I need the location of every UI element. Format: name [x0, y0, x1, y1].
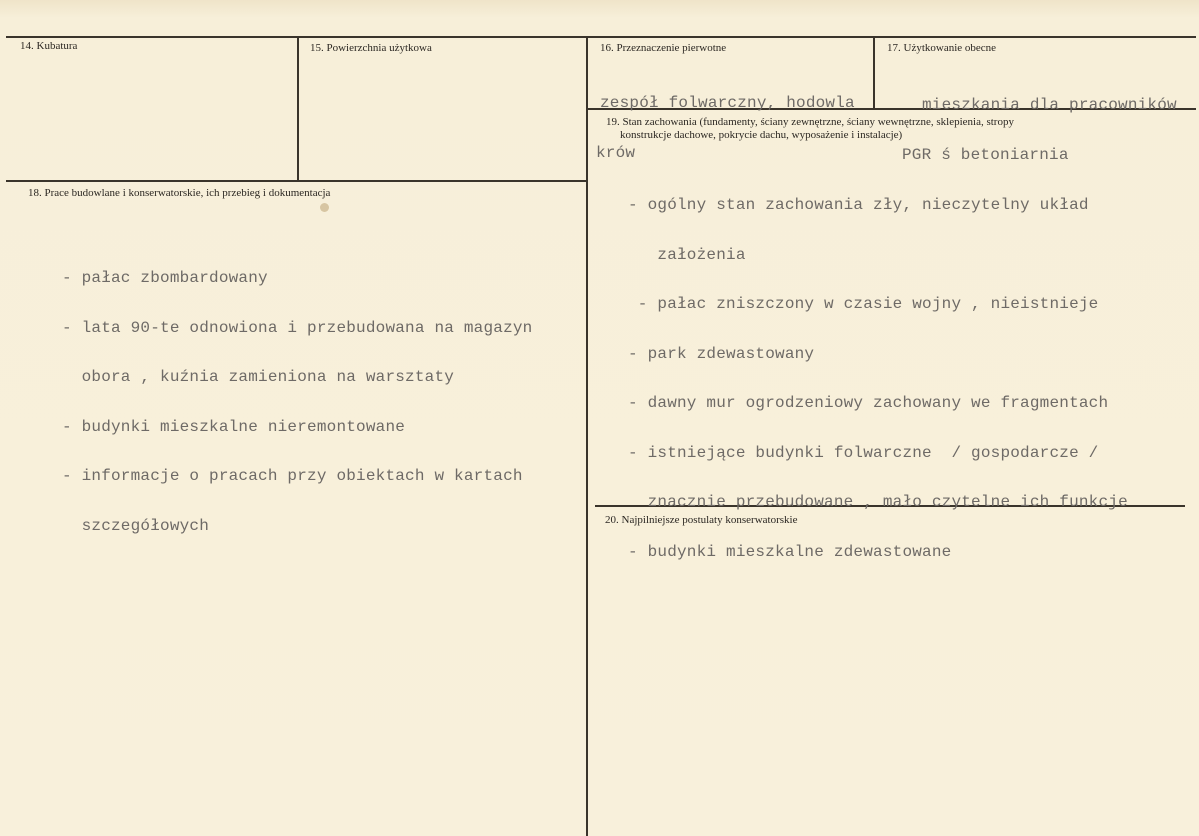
field-17-line: mieszkania dla pracowników	[922, 96, 1177, 114]
field-18-label: 18. Prace budowlane i konserwatorskie, ich przebieg i dokumentacja	[28, 187, 331, 199]
field-18-line: obora , kuźnia zamieniona na warsztaty	[62, 368, 455, 386]
center-divider	[586, 36, 588, 836]
divider-16-17	[873, 36, 875, 110]
field-16-line: krów	[596, 143, 636, 162]
field-17-label: 17. Użytkowanie obecne	[887, 42, 997, 54]
field-19-line: - istniejące budynki folwarczne / gospodarcze /	[628, 443, 1099, 462]
field-20-label: 20. Najpilniejsze postulaty konserwatorskie	[605, 514, 798, 526]
field-18-value	[62, 237, 532, 567]
field-17-line: PGR ś betoniarnia	[902, 145, 1069, 164]
ink-blot	[320, 203, 329, 212]
top-rule	[6, 36, 1196, 38]
field-16-label: 16. Przeznaczenie pierwotne	[600, 42, 727, 54]
field-14-label: 14. Kubatura	[20, 40, 78, 52]
divider-14-15	[297, 36, 299, 181]
rule-under-14-15	[6, 180, 588, 182]
field-19-line: - budynki mieszkalne zdewastowane	[628, 542, 952, 561]
field-16-line: zespół folwarczny, hodowla	[600, 94, 855, 112]
field-18-line: - budynki mieszkalne nieremontowane	[62, 417, 406, 436]
field-18-line: szczegółowych	[62, 516, 210, 535]
field-19-line: - pałac zniszczony w czasie wojny , nieistnieje	[628, 295, 1099, 313]
field-19-line: - park zdewastowany	[628, 344, 815, 363]
field-18-line: - informacje o pracach przy obiektach w kartach	[62, 467, 523, 485]
field-19-value	[628, 164, 1128, 593]
field-19-line: założenia	[628, 245, 746, 264]
field-15-label: 15. Powierzchnia użytkowa	[310, 42, 432, 54]
field-19-label-line1: 19. Stan zachowania (fundamenty, ściany zewnętrzne, ściany wewnętrzne, sklepienia, stropy	[606, 116, 1014, 128]
field-19-line: - ogólny stan zachowania zły, nieczytelny układ	[628, 196, 1089, 214]
field-18-line: - pałac zbombardowany	[62, 269, 268, 287]
field-19-label-line2: konstrukcje dachowe, pokrycie dachu, wyposażenie i instalacje)	[620, 129, 903, 141]
field-19-line: znacznie przebudowane , mało czytelne ich funkcje	[628, 493, 1128, 511]
field-18-line: - lata 90-te odnowiona i przebudowana na magazyn	[62, 318, 533, 337]
field-19-line: - dawny mur ogrodzeniowy zachowany we fragmentach	[628, 394, 1109, 412]
